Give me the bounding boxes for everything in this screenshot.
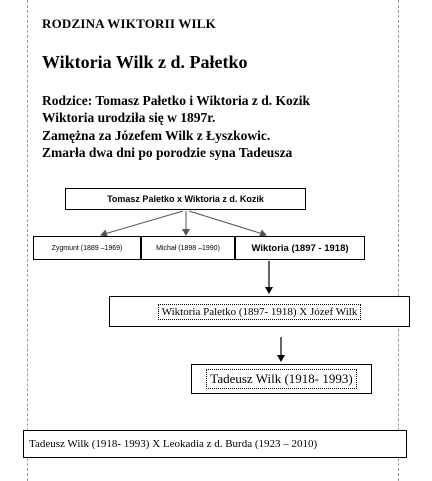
marriage-box <box>109 296 410 327</box>
child-zygmunt-box: Zygmunt (1889 –1969) <box>33 236 141 260</box>
arrow-to-wiktoria <box>189 211 266 235</box>
bio-marriage: Zamężna za Józefem Wilk z Łyszkowic. <box>42 128 271 143</box>
document-title: Wiktoria Wilk z d. Pałetko <box>42 52 248 72</box>
bio-birth: Wiktoria urodziła się w 1897r. <box>42 110 216 125</box>
bio-parents: Rodzice: Tomasz Pałetko i Wiktoria z d. Kozik <box>42 93 310 108</box>
son-box <box>191 364 372 394</box>
document-heading: RODZINA WIKTORII WILK <box>42 16 216 31</box>
child-michal-box: Michał (1898 –1990) <box>141 236 235 260</box>
son-text: Tadeusz Wilk (1918- 1993) <box>206 369 356 389</box>
son-marriage-box: Tadeusz Wilk (1918- 1993) X Leokadia z d. Burda (1923 – 2010) <box>23 430 407 458</box>
arrow-to-zygmunt <box>101 211 183 235</box>
parents-box: Tomasz Paletko x Wiktoria z d. Kozik <box>65 188 306 210</box>
bio-death: Zmarła dwa dni po porodzie syna Tadeusza <box>42 145 293 160</box>
child-wiktoria-box: Wiktoria (1897 - 1918) <box>235 236 365 260</box>
marriage-text: Wiktoria Paletko (1897- 1918) X Józef Wilk <box>158 304 362 320</box>
